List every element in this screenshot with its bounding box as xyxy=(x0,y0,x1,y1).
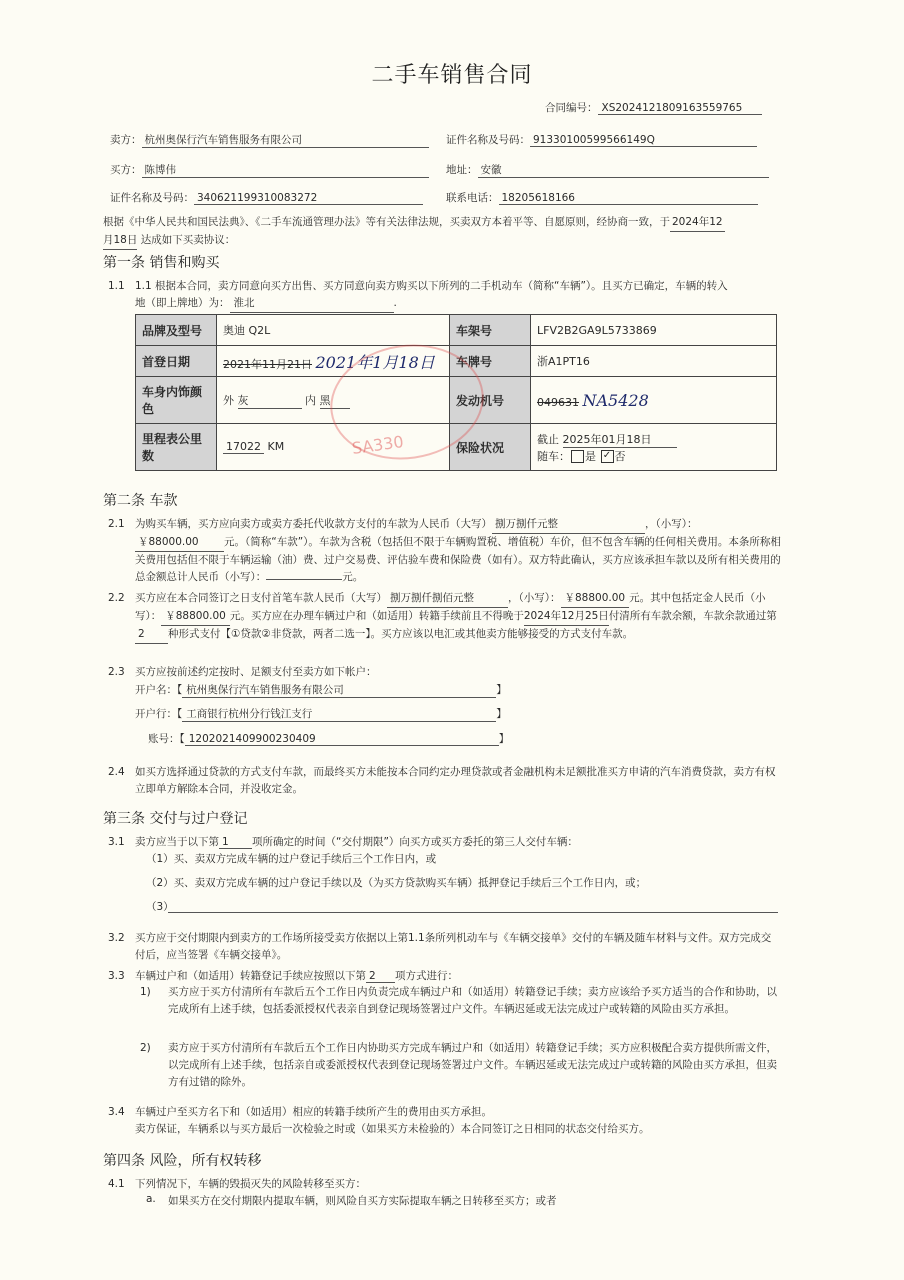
clause-2-2-text-f: 种形式支付【①贷款②非贷款，两者二选一】。买方应该以电汇或其他卖方能够接受的方式支付车款。 xyxy=(168,628,634,640)
clause-number: 3.1 xyxy=(108,836,125,848)
account-number-label: 账号：【 xyxy=(148,733,185,745)
account-number-value: 1202021409900230409 xyxy=(185,733,499,746)
sub-clause-number: 2) xyxy=(140,1042,151,1054)
insurance-cell xyxy=(531,424,777,471)
vin-value: LFV2B2GA9L5733869 xyxy=(531,315,777,346)
brand-label: 品牌及型号 xyxy=(136,315,217,346)
clause-3-3-line xyxy=(135,968,458,983)
buyer-cert-label: 证件名称及号码： xyxy=(110,192,194,204)
reg-date-label: 首登日期 xyxy=(136,346,217,377)
clause-2-2-text-b: ，（小写）： xyxy=(508,592,561,604)
buyer-addr-line xyxy=(446,162,769,178)
engine-handwritten: NA5428 xyxy=(582,390,649,410)
buyer-addr-label: 地址： xyxy=(446,164,478,176)
engine-printed: 049631 xyxy=(537,395,579,409)
buyer-phone-label: 联系电话： xyxy=(446,192,499,204)
buyer-cert-line xyxy=(110,190,423,205)
clause-1-1-text-b: 地（即上牌地）为： xyxy=(135,297,230,309)
transfer-method-2: 卖方应于买方付清所有车款后五个工作日内协助买方完成车辆过户和（如适用）转籍登记手续；买方应积极配合卖方提供所需文件，以完成所有上述手续，包括亲自或委派授权代表到登记现场签署过户文件。车辆迟延或无法完成过户或转籍的风险由买方承担，但卖方有过错的除外。 xyxy=(168,1042,777,1088)
account-number-line xyxy=(148,731,509,746)
checkbox-no[interactable]: ✓ xyxy=(601,450,614,463)
seller-cert-value: 91330100599566149Q xyxy=(530,134,757,147)
transfer-method-1: 买方应于买方付清所有车款后五个工作日内负责完成车辆过户和（如适用）转籍登记手续；卖方应该给予买方适当的合作和协助，以完成所有上述手续，包括委派授权代表亲自到登记现场签署过户文件。车辆迟延或无法完成过户或转籍的风险由买方承担。 xyxy=(168,986,777,1015)
clause-2-1 xyxy=(135,516,785,586)
exterior-color: 灰 xyxy=(238,392,302,409)
clause-4-1-text: 下列情况下，车辆的毁损灭失的风险转移至买方： xyxy=(135,1178,366,1190)
seal-text: SA330 xyxy=(350,431,405,459)
clause-2-1-text-b: ，（小写）： xyxy=(645,518,698,530)
brand-value: 奥迪 Q2L xyxy=(217,315,450,346)
interior-prefix: 内 xyxy=(305,393,316,407)
clause-3-4-text-b: 卖方保证，车辆系以与买方最后一次检验之时或（如果买方未检验的）本合同签订之日相同的状态交付给买方。 xyxy=(135,1123,650,1135)
seller-cert-label: 证件名称及号码： xyxy=(446,134,530,146)
bank-line xyxy=(135,706,507,722)
buyer-name: 陈博伟 xyxy=(142,162,429,178)
first-payment-chinese: 捌万捌仟捌佰元整 xyxy=(387,590,508,608)
insurance-prefix: 截止 xyxy=(537,432,559,446)
preamble-tail: 达成如下买卖协议： xyxy=(140,234,236,246)
buyer-line xyxy=(110,162,429,178)
engine-cell xyxy=(531,377,777,424)
contract-number xyxy=(545,100,762,115)
amount-figure: ￥88000.00 xyxy=(135,534,224,552)
exterior-prefix: 外 xyxy=(223,393,234,407)
seller-line xyxy=(110,132,429,148)
account-name-value: 杭州奥保行汽车销售服务有限公司 xyxy=(182,682,496,698)
clause-2-2-text-d: 元。买方应在办理车辆过户和（如适用）转籍手续前且不得晚于 xyxy=(229,610,524,622)
option-3-blank-line xyxy=(168,912,778,913)
clause-3-3-text-b: 项方式进行： xyxy=(395,970,458,982)
color-label: 车身内饰颜色 xyxy=(136,377,217,424)
clause-number: 2.4 xyxy=(108,766,125,778)
article-1-heading: 第一条 销售和购买 xyxy=(103,255,220,271)
sub-clause-number: a. xyxy=(146,1193,156,1205)
payment-method: 2 xyxy=(135,626,168,644)
engine-label: 发动机号 xyxy=(450,377,531,424)
buyer-addr-value: 安徽 xyxy=(478,162,769,178)
clause-number: 4.1 xyxy=(108,1178,125,1190)
contract-number-label: 合同编号： xyxy=(545,102,598,114)
clause-number: 2.2 xyxy=(108,592,125,604)
odometer-value: 17022 xyxy=(223,440,264,454)
clause-3-3-text-a: 车辆过户和（如适用）转籍登记手续应按照以下第 xyxy=(135,970,366,982)
delivery-option: 1 xyxy=(219,836,252,849)
bracket-close: 】 xyxy=(496,684,507,696)
clause-number: 2.1 xyxy=(108,518,125,530)
clause-4-1-a: 如果买方在交付期限内提取车辆，则风险自买方实际提取车辆之日转移至买方；或者 xyxy=(168,1195,557,1207)
clause-number: 2.3 xyxy=(108,666,125,678)
clause-number: 3.4 xyxy=(108,1106,125,1118)
sub-clause-number: 1) xyxy=(140,986,151,998)
interior-color: 黑 xyxy=(320,392,350,409)
buyer-label: 买方： xyxy=(110,164,142,176)
preamble xyxy=(103,214,783,250)
clause-3-1-text-b: 项所确定的时间（“交付期限”）向买方或买方委托的第三人交付车辆： xyxy=(252,836,578,848)
payment-deadline: 2024年12月25日 xyxy=(524,608,609,626)
clause-3-1-line xyxy=(135,834,578,849)
buyer-phone-value: 18205618166 xyxy=(499,192,758,205)
insurance-label: 保险状况 xyxy=(450,424,531,471)
clause-2-1-text-a: 为购买车辆，买方应向卖方或卖方委托代收款方支付的车款为人民币（大写） xyxy=(135,518,492,530)
reg-date-handwritten: 2021年1月18日 xyxy=(315,352,435,372)
clause-3-4-text: 车辆过户至买方名下和（如适用）相应的转籍手续所产生的费用由买方承担。 xyxy=(135,1106,492,1118)
seller-cert-line xyxy=(446,132,757,147)
seller-label: 卖方： xyxy=(110,134,142,146)
clause-3-2-text: 买方应于交付期限内到卖方的工作场所接受卖方依据以上第1.1条所列机动车与《车辆交接单》交付的车辆及随车材料与文件。双方完成交付后，应当签署《车辆交接单》。 xyxy=(135,932,772,961)
registration-place: 淮北 xyxy=(230,295,394,313)
transfer-option: 2 xyxy=(366,970,395,983)
bank-label: 开户行：【 xyxy=(135,708,183,720)
clause-2-3-text: 买方应按前述约定按时、足额支付至卖方如下帐户： xyxy=(135,666,377,678)
checkbox-yes[interactable] xyxy=(571,450,584,463)
deposit-figure: ￥88800.00 xyxy=(161,608,230,626)
article-2-heading: 第二条 车款 xyxy=(103,493,178,509)
article-3-heading: 第三条 交付与过户登记 xyxy=(103,811,248,827)
clause-2-2 xyxy=(135,590,785,644)
clause-3-1-text-a: 卖方应当于以下第 xyxy=(135,836,219,848)
plate-value: 浙A1PT16 xyxy=(531,346,777,377)
article-4-heading: 第四条 风险，所有权转移 xyxy=(103,1153,262,1169)
bracket-close: 】 xyxy=(498,733,510,745)
account-name-line xyxy=(135,682,507,698)
bank-value: 工商银行杭州分行钱江支行 xyxy=(182,706,496,722)
account-name-label: 开户名：【 xyxy=(135,684,183,696)
clause-number: 3.3 xyxy=(108,970,125,982)
preamble-date-b: 月18日 xyxy=(103,232,137,250)
clause-1-1-text: 1.1 根据本合同，卖方同意向买方出售、买方同意向卖方购买以下所列的二手机动车（简称“车辆”）。且买方已确定，车辆的转入 xyxy=(135,280,728,292)
clause-2-2-text-e: 付清所有车款余额，车款余款通过第 xyxy=(608,610,777,622)
preamble-date-a: 2024年12 xyxy=(670,214,725,232)
yes-label: 是 xyxy=(585,449,596,463)
clause-2-1-text-c: 元。（简称“车款”）。车款为含税（包括但不限于车辆购置税、增值税）车价，但不包含车辆的任何相关费用。本条所称相关费用包括但不限于车辆运输（油）费、过户交易费、评估验车费和保险费（如有）。双方特此确认，买方应该承担车款以及所有相关费用的总金额总计人民币（小写）： xyxy=(135,536,781,583)
delivery-option-1: （1）买、卖双方完成车辆的过户登记手续后三个工作日内，或 xyxy=(146,853,437,865)
contract-title: 二手车销售合同 xyxy=(371,63,533,88)
bracket-close: 】 xyxy=(496,708,507,720)
clause-2-4-text: 如买方选择通过贷款的方式支付车款，而最终买方未能按本合同约定办理贷款或者金融机构未足额批准买方申请的汽车消费贷款，卖方有权立即单方解除本合同，并没收定金。 xyxy=(135,766,776,795)
clause-2-2-text-c: 元。其中包括定金人民币（小写）： xyxy=(135,592,766,622)
delivery-option-3: （3） xyxy=(146,901,174,913)
vin-label: 车架号 xyxy=(450,315,531,346)
reg-date-printed: 2021年11月21日 xyxy=(223,357,312,371)
delivery-option-2: （2）买、卖双方完成车辆的过户登记手续以及（为买方贷款购买车辆）抵押登记手续后三个工作日内，或； xyxy=(146,877,647,889)
first-payment-figure: ￥88800.00 xyxy=(561,590,630,608)
buyer-cert-value: 340621199310083272 xyxy=(194,192,423,205)
plate-label: 车牌号 xyxy=(450,346,531,377)
buyer-phone-line xyxy=(446,190,758,205)
clause-number: 3.2 xyxy=(108,932,125,944)
clause-2-2-text-a: 买方应在本合同签订之日支付首笔车款人民币（大写） xyxy=(135,592,387,604)
seller-name: 杭州奥保行汽车销售服务有限公司 xyxy=(142,132,429,148)
amount-chinese: 捌万捌仟元整 xyxy=(492,516,645,534)
clause-2-1-text-d: 元。 xyxy=(342,571,364,583)
insurance-date: 2025年01月18日 xyxy=(563,431,677,448)
preamble-text: 根据《中华人民共和国民法典》、《二手车流通管理办法》等有关法律法规，买卖双方本着平等、自愿原则，经协商一致，于 xyxy=(103,216,670,228)
total-amount-blank xyxy=(266,579,342,580)
odometer-label: 里程表公里数 xyxy=(136,424,217,471)
clause-number: 1.1 xyxy=(108,280,125,292)
contract-number-value: XS2024121809163559765 xyxy=(598,102,762,115)
with-car-label: 随车： xyxy=(537,449,570,463)
no-label: 否 xyxy=(614,449,626,463)
odometer-unit: KM xyxy=(267,440,285,453)
clause-1-1: 1.1 根据本合同，卖方同意向买方出售、买方同意向卖方购买以下所列的二手机动车（简称“车辆”）。且买方已确定，车辆的转入 地（即上牌地）为： 淮北 . xyxy=(135,278,785,313)
